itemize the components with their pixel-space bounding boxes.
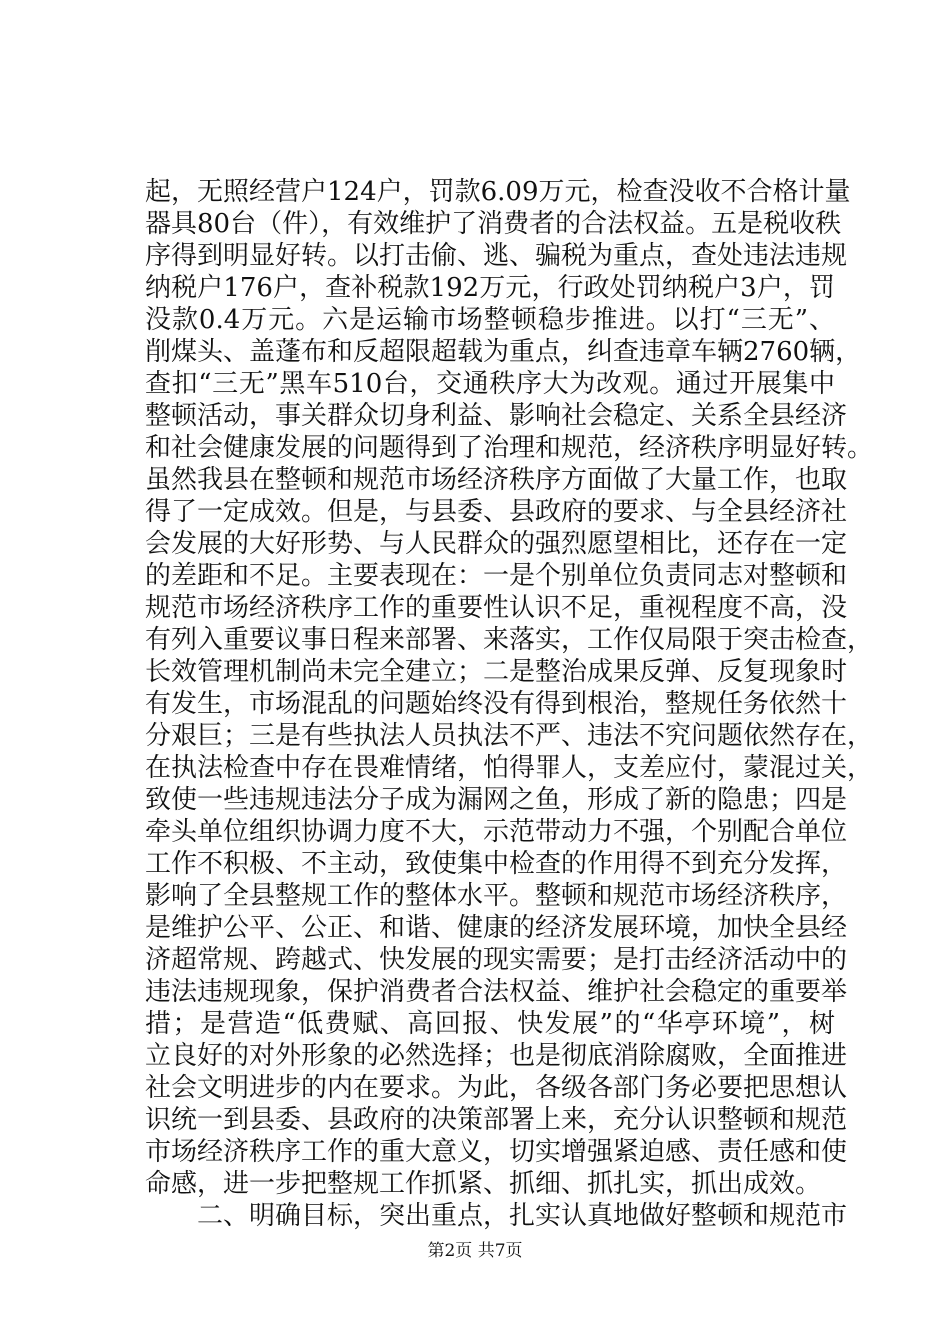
text-line: 市场经济秩序工作的重大意义，切实增强紧迫感、责任感和使 xyxy=(145,1137,848,1167)
text-line: 识统一到县委、县政府的决策部署上来，充分认识整顿和规范 xyxy=(145,1105,848,1135)
text-line: 措；是营造“低费赋、高回报、快发展”的“华亭环境”，树 xyxy=(145,1009,835,1039)
text-line: 是维护公平、公正、和谐、健康的经济发展环境，加快全县经 xyxy=(145,913,848,943)
text-line: 有列入重要议事日程来部署、来落实，工作仅局限于突击检查， xyxy=(145,625,874,655)
page-number-footer: 第2页 共7页 xyxy=(427,1241,523,1261)
text-line: 会发展的大好形势、与人民群众的强烈愿望相比，还存在一定 xyxy=(145,529,848,559)
text-line: 有发生，市场混乱的问题始终没有得到根治，整规任务依然十 xyxy=(145,689,848,719)
text-line: 规范市场经济秩序工作的重要性认识不足，重视程度不高，没 xyxy=(145,593,848,623)
text-line: 致使一些违规违法分子成为漏网之鱼，形成了新的隐患；四是 xyxy=(145,785,848,815)
text-line: 牵头单位组织协调力度不大，示范带动力不强，个别配合单位 xyxy=(145,817,848,847)
text-line: 济超常规、跨越式、快发展的现实需要；是打击经济活动中的 xyxy=(145,945,848,975)
text-line: 在执法检查中存在畏难情绪，怕得罪人，支差应付，蒙混过关， xyxy=(145,753,874,783)
text-line: 虽然我县在整顿和规范市场经济秩序方面做了大量工作，也取 xyxy=(145,465,848,495)
text-line: 没款0.4万元。六是运输市场整顿稳步推进。以打“三无”、 xyxy=(145,305,835,335)
text-line: 起，无照经营户124户，罚款6.09万元，检查没收不合格计量 xyxy=(145,177,851,207)
text-line: 的差距和不足。主要表现在：一是个别单位负责同志对整顿和 xyxy=(145,561,848,591)
text-line: 和社会健康发展的问题得到了治理和规范，经济秩序明显好转。 xyxy=(145,433,874,463)
body-text xyxy=(145,176,874,1232)
text-line: 纳税户176户，查补税款192万元，行政处罚纳税户3户，罚 xyxy=(145,273,835,303)
text-line: 器具80台（件），有效维护了消费者的合法权益。五是税收秩 xyxy=(145,209,842,239)
text-line: 违法违规现象，保护消费者合法权益、维护社会稳定的重要举 xyxy=(145,977,848,1007)
text-line: 削煤头、盖蓬布和反超限超载为重点，纠查违章车辆2760辆， xyxy=(145,337,862,367)
text-line: 社会文明进步的内在要求。为此，各级各部门务必要把思想认 xyxy=(145,1073,848,1103)
text-line: 查扣“三无”黑车510台，交通秩序大为改观。通过开展集中 xyxy=(145,369,835,399)
text-line: 得了一定成效。但是，与县委、县政府的要求、与全县经济社 xyxy=(145,497,848,527)
text-line: 影响了全县整规工作的整体水平。整顿和规范市场经济秩序， xyxy=(145,881,848,911)
text-line: 工作不积极、不主动，致使集中检查的作用得不到充分发挥， xyxy=(145,849,848,879)
text-line: 整顿活动，事关群众切身利益、影响社会稳定、关系全县经济 xyxy=(145,401,848,431)
section-heading-line: 二、明确目标，突出重点，扎实认真地做好整顿和规范市 xyxy=(197,1201,848,1231)
text-line: 立良好的对外形象的必然选择；也是彻底消除腐败，全面推进 xyxy=(145,1041,848,1071)
paragraph-end-line: 命感，进一步把整规工作抓紧、抓细、抓扎实，抓出成效。 xyxy=(145,1169,822,1199)
text-line: 序得到明显好转。以打击偷、逃、骗税为重点，查处违法违规 xyxy=(145,241,848,271)
text-line: 分艰巨；三是有些执法人员执法不严、违法不究问题依然存在， xyxy=(145,721,874,751)
text-line: 长效管理机制尚未完全建立；二是整治成果反弹、反复现象时 xyxy=(145,657,848,687)
